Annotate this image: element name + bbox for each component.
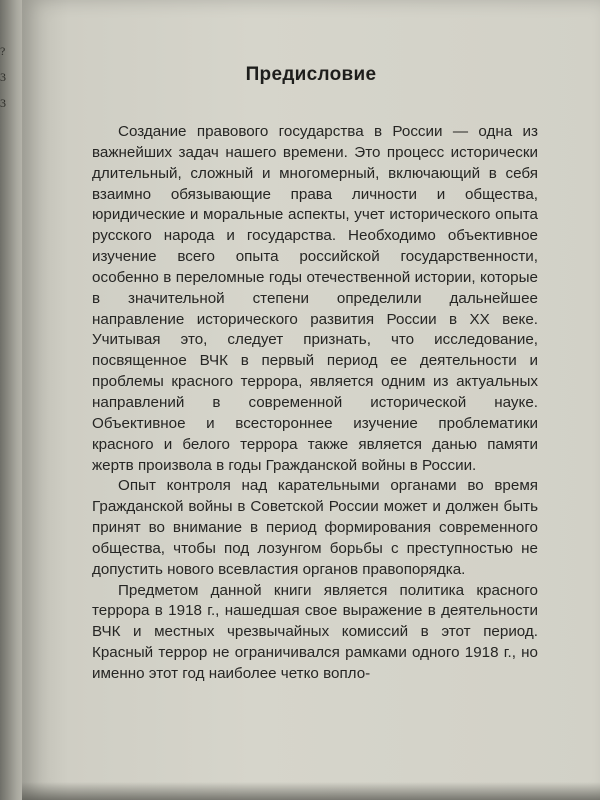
paragraph: Предметом данной книги является политика красного террора в 1918 г., нашедшая свое выражение в деятельности ВЧК и местных чрезвычайных комиссий в этот период. Красный террор не ограничивался рамками одного 1918 г., но именно этот год наиболее четко вопло-: [92, 581, 538, 682]
body-text: [92, 122, 538, 685]
paragraph: Опыт контроля над карательными органами во время Гражданской войны в Советской России может и должен быть принят во внимание в период формирования современного общества, чтобы под лозунгом борьбы с преступностью не допустить нового всевластия органов правопорядка.: [92, 477, 538, 578]
left-page-mark: 3: [0, 96, 6, 110]
left-page-mark: 3: [0, 70, 6, 84]
paragraph: Создание правового государства в России — одна из важнейших задач нашего времени. Это процесс исторически длительный, сложный и многомерный, включающий в себя взаимно обязывающие права личности и общества, юридические и моральные аспекты, учет исторического опыта русского народа и государства. Необходимо объективное изучение всего опыта российской государственности, особенно в переломные годы отечественной истории, которые в значительной степени определили дальнейшее направление исторического развития России в XX веке. Учитывая это, следует признать, что исследование, посвященное ВЧК в первый период ее деятельности и проблемы красного террора, является одним из актуальных направлений в современной исторической науке. Объективное и всестороннее изучение проблематики красного и белого террора также является данью памяти жертв произвола в годы Гражданской войны в России.: [92, 123, 538, 474]
page-title: Предисловие: [245, 64, 377, 85]
book-page: [22, 0, 600, 800]
left-page-marks: [0, 38, 10, 116]
left-page-mark: ?: [0, 44, 6, 58]
